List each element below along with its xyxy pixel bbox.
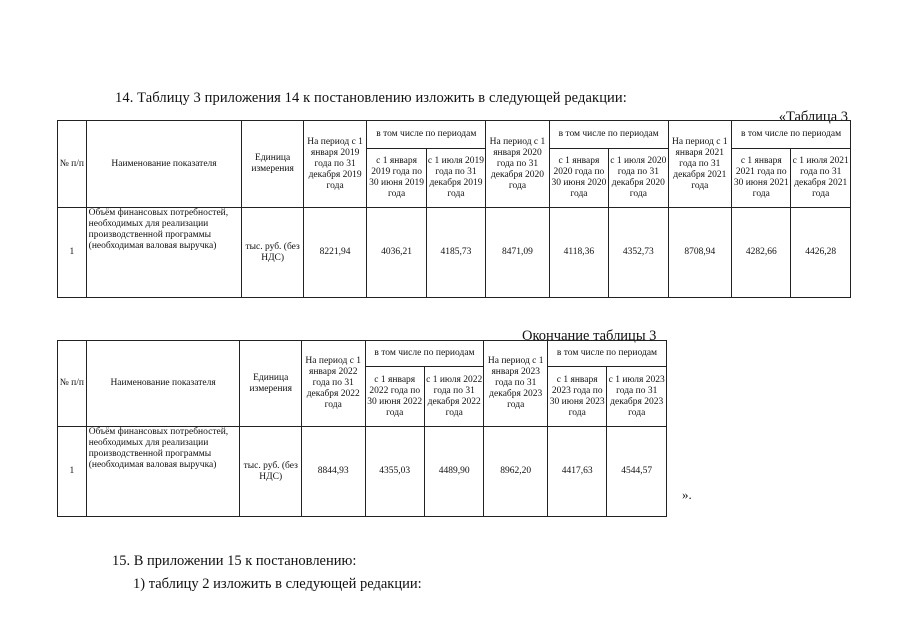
- row-unit: тыс. руб. (без НДС): [242, 208, 303, 298]
- paragraph-15-item-1: 1) таблицу 2 изложить в следующей редакции:: [133, 576, 422, 592]
- amendment-heading: 14. Таблицу 3 приложения 14 к постановлению изложить в следующей редакции:: [115, 90, 627, 106]
- header-name: Наименование показателя: [86, 341, 240, 427]
- header-group-2021: в том числе по периодам: [732, 121, 851, 149]
- table-row: [58, 208, 851, 298]
- header-2021-h1: с 1 января 2021 года по 30 июня 2021 года: [732, 149, 791, 208]
- value-cell: 8221,94: [303, 208, 367, 298]
- header-name: Наименование показателя: [86, 121, 242, 208]
- value-cell: 8471,09: [486, 208, 550, 298]
- value-cell: 8844,93: [301, 427, 365, 517]
- header-2020-h2: с 1 июля 2020 года по 31 декабря 2020 года: [609, 149, 668, 208]
- header-2021-h2: с 1 июля 2021 года по 31 декабря 2021 года: [791, 149, 851, 208]
- header-period-2022: На период с 1 января 2022 года по 31 декабря 2022 года: [301, 341, 365, 427]
- value-cell: 4417,63: [547, 427, 606, 517]
- header-group-2022: в том числе по периодам: [365, 341, 484, 367]
- table-3-end: [57, 340, 667, 517]
- header-group-2023: в том числе по периодам: [547, 341, 666, 367]
- header-2019-h1: с 1 января 2019 года по 30 июня 2019 года: [367, 149, 426, 208]
- header-2022-h2: с 1 июля 2022 года по 31 декабря 2022 года: [424, 367, 483, 427]
- paragraph-15: 15. В приложении 15 к постановлению:: [112, 553, 357, 569]
- table-caption-end: Окончание таблицы 3: [522, 328, 657, 344]
- header-unit: Единица измерения: [240, 341, 302, 427]
- header-period-2020: На период с 1 января 2020 года по 31 декабря 2020 года: [486, 121, 550, 208]
- header-group-2020: в том числе по периодам: [549, 121, 668, 149]
- value-cell: 4489,90: [424, 427, 483, 517]
- row-name: Объём финансовых потребностей, необходимых для реализации производственной программы (необходимая валовая выручка): [86, 427, 240, 517]
- row-name: Объём финансовых потребностей, необходимых для реализации производственной программы (необходимая валовая выручка): [86, 208, 242, 298]
- value-cell: 4355,03: [365, 427, 424, 517]
- header-2023-h2: с 1 июля 2023 года по 31 декабря 2023 года: [607, 367, 667, 427]
- row-unit: тыс. руб. (без НДС): [240, 427, 302, 517]
- value-cell: 4118,36: [549, 208, 608, 298]
- header-period-2019: На период с 1 января 2019 года по 31 декабря 2019 года: [303, 121, 367, 208]
- value-cell: 4352,73: [609, 208, 668, 298]
- header-group-2019: в том числе по периодам: [367, 121, 486, 149]
- header-2019-h2: с 1 июля 2019 года по 31 декабря 2019 года: [426, 149, 485, 208]
- table-caption: «Таблица 3: [778, 109, 848, 125]
- header-period-2023: На период с 1 января 2023 года по 31 декабря 2023 года: [484, 341, 548, 427]
- value-cell: 8708,94: [668, 208, 732, 298]
- header-2020-h1: с 1 января 2020 года по 30 июня 2020 года: [549, 149, 608, 208]
- value-cell: 4036,21: [367, 208, 426, 298]
- value-cell: 4282,66: [732, 208, 791, 298]
- table-3: [57, 120, 851, 298]
- row-num: 1: [58, 208, 87, 298]
- header-unit: Единица измерения: [242, 121, 303, 208]
- value-cell: 8962,20: [484, 427, 548, 517]
- row-num: 1: [58, 427, 87, 517]
- closing-quote: ».: [682, 487, 692, 502]
- value-cell: 4426,28: [791, 208, 851, 298]
- header-num: № п/п: [58, 121, 87, 208]
- header-2023-h1: с 1 января 2023 года по 30 июня 2023 года: [547, 367, 606, 427]
- header-2022-h1: с 1 января 2022 года по 30 июня 2022 года: [365, 367, 424, 427]
- value-cell: 4185,73: [426, 208, 485, 298]
- table-row: [58, 427, 667, 517]
- header-num: № п/п: [58, 341, 87, 427]
- value-cell: 4544,57: [607, 427, 667, 517]
- header-period-2021: На период с 1 января 2021 года по 31 декабря 2021 года: [668, 121, 732, 208]
